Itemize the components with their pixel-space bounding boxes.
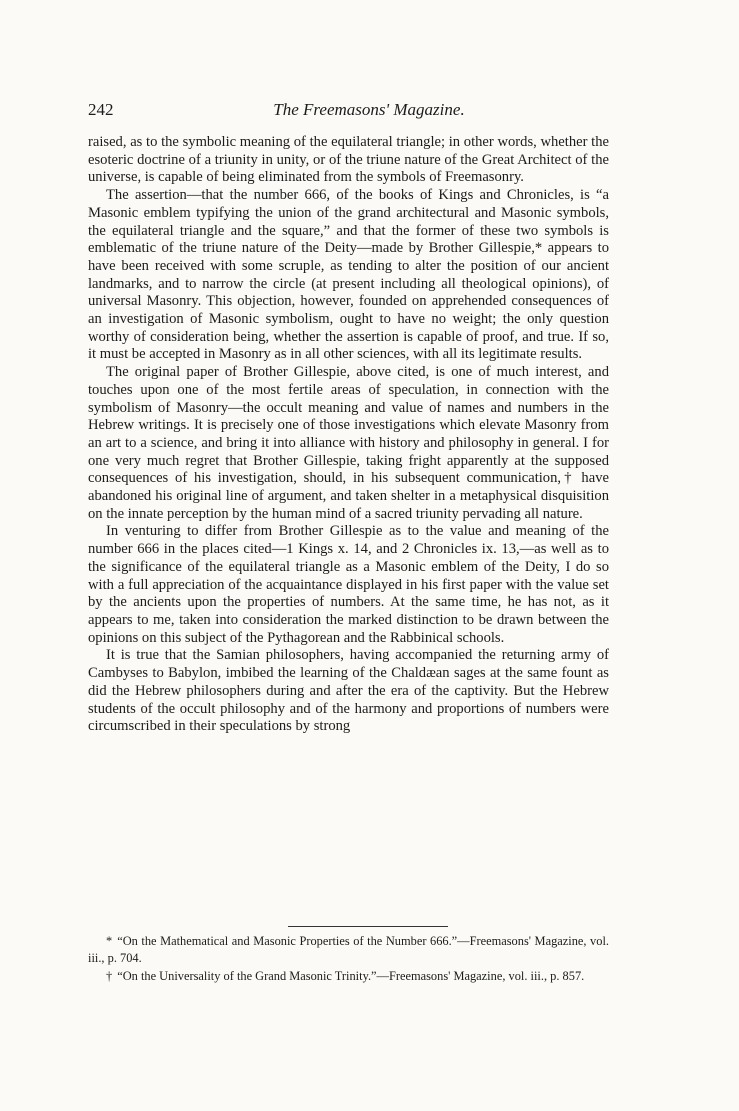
- page-number: 242: [88, 100, 114, 119]
- paragraph: raised, as to the symbolic meaning of the equilateral triangle; in other words, whether the esoteric doctrine of a triunity in unity, or of the triune nature of the Great Architect of the universe, is capable of being eliminated from the symbols of Freemasonry.: [88, 134, 609, 186]
- footnote-mark: *: [106, 934, 113, 948]
- footnote: [88, 968, 609, 985]
- paragraph: The original paper of Brother Gillespie, above cited, is one of much interest, and touches upon one of the most fertile areas of speculation, in connection with the symbolism of Masonry—the occult meaning and value of names and numbers in the Hebrew writings. It is precisely one of those investigations which elevate Masonry from an art to a science, and bring it into alliance with history and philosophy in general. I for one very much regret that Brother Gillespie, taking fright apparently at the supposed consequences of his investigation, should, in his subsequent communication,† have abandoned his original line of argument, and taken shelter in a metaphysical disquisition on the innate perception by the human mind of a sacred triunity pervading all nature.: [88, 364, 609, 522]
- page-header: [88, 100, 650, 124]
- paragraph: It is true that the Samian philosophers, having accompanied the returning army of Cambyses to Babylon, imbibed the learning of the Chaldæan sages at the same fount as did the Hebrew philosophers during and after the era of the captivity. But the Hebrew students of the occult philosophy and of the harmony and proportions of numbers were circumscribed in their speculations by strong: [88, 647, 609, 735]
- footnotes: [88, 933, 609, 987]
- footnote-mark: †: [106, 969, 113, 983]
- footnote: [88, 933, 609, 966]
- footnote-text: “On the Universality of the Grand Masonic Trinity.”—Freemasons' Magazine, vol. iii., p. 857.: [117, 969, 585, 983]
- footnote-text: “On the Mathematical and Masonic Properties of the Number 666.”—Freemasons' Magazine, vol. iii., p. 704.: [88, 934, 609, 965]
- running-title: The Freemasons' Magazine.: [273, 100, 465, 119]
- paragraph: In venturing to differ from Brother Gillespie as to the value and meaning of the number 666 in the places cited—1 Kings x. 14, and 2 Chronicles ix. 13,—as well as to the significance of the equilateral triangle as a Masonic emblem of the Deity, I do so with a full appreciation of the acquaintance displayed in his first paper with the value set by the ancients upon the properties of numbers. At the same time, he has not, as it appears to me, taken into consideration the marked distinction to be drawn between the opinions on this subject of the Pythagorean and the Rabbinical schools.: [88, 523, 609, 646]
- footnote-divider: [288, 926, 448, 927]
- paragraph: The assertion—that the number 666, of the books of Kings and Chronicles, is “a Masonic emblem typifying the union of the grand architectural and Masonic symbols, the equilateral triangle and the square,” and that the former of these two symbols is emblematic of the triune nature of the Deity—made by Brother Gillespie,* appears to have been received with some scruple, as tending to alter the position of our ancient landmarks, and to narrow the circle (at present including all theological opinions), of universal Masonry. This objection, however, founded on apprehended consequences of an investigation of Masonic symbolism, ought to have no weight; the only question worthy of consideration being, whether the assertion is capable of proof, and true. If so, it must be accepted in Masonry as in all other sciences, with all its legitimate results.: [88, 187, 609, 363]
- article-body: [88, 134, 609, 736]
